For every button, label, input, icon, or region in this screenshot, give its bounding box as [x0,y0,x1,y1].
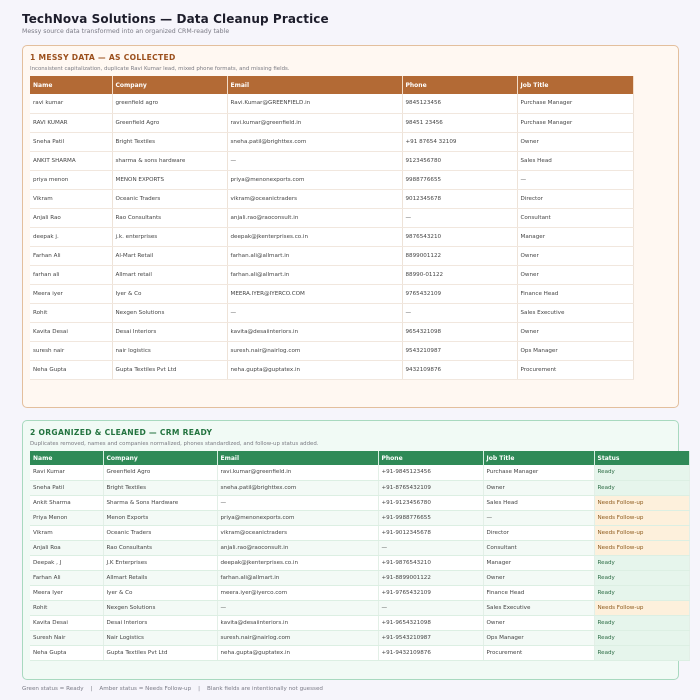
messy-cell-name: priya menon [30,170,112,189]
clean-cell-phone: +91-9012345678 [378,525,483,540]
messy-table-row [30,360,633,379]
status-badge: Ready [594,645,689,660]
messy-cell-job-title: Purchase Manager [517,94,633,113]
status-badge: Needs Follow-up [594,540,689,555]
clean-cell-company: Sharma & Sons Hardware [103,495,217,510]
clean-cell-company: Menon Exports [103,510,217,525]
clean-cell-email: sneha.patil@brighttex.com [217,480,378,495]
messy-cell-job-title: Owner [517,322,633,341]
clean-table-row [30,630,689,645]
messy-table-header-row [30,76,633,94]
clean-cell-company: Bright Textiles [103,480,217,495]
messy-panel-description: Inconsistent capitalization, duplicate Ravi Kumar lead, mixed phone formats, and missing fields. [30,66,290,72]
messy-cell-job-title: — [517,170,633,189]
clean-cell-name: Vikram [30,525,103,540]
messy-header-company: Company [112,76,227,94]
messy-cell-email: — [227,303,402,322]
clean-table-row [30,480,689,495]
clean-cell-company: J.K Enterprises [103,555,217,570]
clean-cell-company: Oceanic Traders [103,525,217,540]
status-badge: Ready [594,585,689,600]
messy-table-row [30,303,633,322]
messy-table-row [30,189,633,208]
messy-panel-title: 1 MESSY DATA — AS COLLECTED [30,53,176,62]
messy-table-row [30,208,633,227]
messy-cell-name: Anjali Rao [30,208,112,227]
messy-table-row [30,341,633,360]
clean-cell-name: Farhan Ali [30,570,103,585]
clean-table-row [30,510,689,525]
clean-cell-job-title: Purchase Manager [483,465,594,480]
messy-cell-name: Meera iyer [30,284,112,303]
messy-cell-company: Greenfield Agro [112,113,227,132]
status-badge: Needs Follow-up [594,510,689,525]
messy-cell-name: Neha Gupta [30,360,112,379]
messy-cell-phone: — [402,208,517,227]
messy-cell-email: kavita@desaiinteriors.in [227,322,402,341]
messy-cell-email: — [227,151,402,170]
status-badge: Needs Follow-up [594,525,689,540]
clean-table-row [30,600,689,615]
messy-cell-job-title: Director [517,189,633,208]
messy-table-row [30,284,633,303]
messy-cell-company: Allmart retail [112,265,227,284]
messy-cell-company: Iyer & Co [112,284,227,303]
messy-cell-job-title: Owner [517,265,633,284]
clean-cell-email: suresh.nair@nairlog.com [217,630,378,645]
clean-cell-name: Neha Gupta [30,645,103,660]
messy-cell-name: ravi kumar [30,94,112,113]
clean-cell-phone: +91-9765432109 [378,585,483,600]
messy-cell-email: suresh.nair@nairlog.com [227,341,402,360]
legend-separator: | [90,686,93,692]
clean-table-row [30,615,689,630]
messy-cell-job-title: Sales Executive [517,303,633,322]
clean-panel-title: 2 ORGANIZED & CLEANED — CRM READY [30,428,213,437]
clean-cell-phone: +91-9543210987 [378,630,483,645]
status-badge: Needs Follow-up [594,600,689,615]
messy-table-row [30,113,633,132]
messy-cell-company: Rao Consultants [112,208,227,227]
clean-cell-company: Desai Interiors [103,615,217,630]
clean-cell-email: anjali.rao@raoconsult.in [217,540,378,555]
clean-header-company: Company [103,451,217,465]
status-badge: Ready [594,465,689,480]
messy-cell-email: priya@menonexports.com [227,170,402,189]
messy-cell-company: Desai Interiors [112,322,227,341]
clean-cell-job-title: Procurement [483,645,594,660]
clean-cell-name: Priya Menon [30,510,103,525]
messy-cell-phone: 9988776655 [402,170,517,189]
clean-cell-phone: +91-9876543210 [378,555,483,570]
clean-cell-name: Anjali Roa [30,540,103,555]
messy-header-phone: Phone [402,76,517,94]
clean-cell-company: Iyer & Co [103,585,217,600]
clean-cell-phone: +91-9123456780 [378,495,483,510]
clean-cell-company: Gupta Textiles Pvt Ltd [103,645,217,660]
legend-footer [22,686,323,692]
messy-cell-email: farhan.ali@allmart.in [227,265,402,284]
messy-cell-name: Vikram [30,189,112,208]
clean-table-header-row [30,451,689,465]
messy-cell-email: anjali.rao@raoconsult.in [227,208,402,227]
clean-header-phone: Phone [378,451,483,465]
messy-cell-phone: 9845123456 [402,94,517,113]
clean-cell-job-title: Sales Head [483,495,594,510]
messy-cell-phone: 9123456780 [402,151,517,170]
messy-table-row [30,151,633,170]
messy-cell-company: MENON EXPORTS [112,170,227,189]
messy-cell-email: Ravi.Kumar@GREENFIELD.in [227,94,402,113]
clean-cell-email: meera.iyer@iyerco.com [217,585,378,600]
messy-cell-phone: 9654321098 [402,322,517,341]
messy-cell-job-title: Procurement [517,360,633,379]
messy-cell-job-title: Owner [517,132,633,151]
clean-cell-phone: +91-9845123456 [378,465,483,480]
status-badge: Needs Follow-up [594,495,689,510]
clean-cell-name: Sneha Patil [30,480,103,495]
messy-table-row [30,227,633,246]
clean-table-row [30,570,689,585]
messy-cell-name: Sneha Patil [30,132,112,151]
messy-cell-job-title: Owner [517,246,633,265]
messy-cell-email: deepak@jkenterprises.co.in [227,227,402,246]
page-subtitle: Messy source data transformed into an organized CRM-ready table [22,28,230,35]
clean-cell-name: Ankit Sharma [30,495,103,510]
messy-cell-job-title: Consultant [517,208,633,227]
messy-cell-company: Gupta Textiles Pvt Ltd [112,360,227,379]
clean-table-row [30,465,689,480]
messy-cell-phone: 9765432109 [402,284,517,303]
messy-cell-email: sneha.patil@brighttex.com [227,132,402,151]
clean-panel-description: Duplicates removed, names and companies normalized, phones standardized, and follow-up status added. [30,441,319,447]
clean-cell-email: neha.gupta@guptatex.in [217,645,378,660]
clean-table-row [30,525,689,540]
clean-cell-email: — [217,495,378,510]
clean-cell-job-title: Owner [483,480,594,495]
clean-cell-company: Greenfield Agro [103,465,217,480]
clean-cell-job-title: Finance Head [483,585,594,600]
messy-header-name: Name [30,76,112,94]
clean-cell-phone: +91-9988776655 [378,510,483,525]
clean-cell-job-title: Consultant [483,540,594,555]
messy-table-row [30,132,633,151]
messy-cell-email: MEERA.IYER@IYERCO.COM [227,284,402,303]
messy-cell-job-title: Ops Manager [517,341,633,360]
clean-data-panel [22,420,679,680]
messy-cell-phone: 9543210987 [402,341,517,360]
messy-cell-phone: 9432109876 [402,360,517,379]
clean-cell-job-title: Director [483,525,594,540]
clean-table-row [30,495,689,510]
clean-cell-email: — [217,600,378,615]
messy-data-table [30,76,634,380]
messy-cell-company: sharma & sons hardware [112,151,227,170]
messy-cell-company: j.k. enterprises [112,227,227,246]
clean-cell-name: Ravi Kumar [30,465,103,480]
clean-cell-email: vikram@oceanictraders [217,525,378,540]
clean-cell-email: deepak@jkenterprises.co.in [217,555,378,570]
messy-cell-phone: 9012345678 [402,189,517,208]
messy-cell-company: Al-Mart Retail [112,246,227,265]
messy-cell-company: Nexgen Solutions [112,303,227,322]
messy-cell-job-title: Manager [517,227,633,246]
messy-cell-job-title: Finance Head [517,284,633,303]
clean-cell-job-title: Owner [483,615,594,630]
messy-cell-job-title: Purchase Manager [517,113,633,132]
clean-cell-email: priya@menonexports.com [217,510,378,525]
clean-cell-email: farhan.ali@allmart.in [217,570,378,585]
clean-table-row [30,555,689,570]
clean-cell-job-title: Ops Manager [483,630,594,645]
status-badge: Ready [594,555,689,570]
messy-table-row [30,94,633,113]
clean-cell-job-title: Manager [483,555,594,570]
messy-table-row [30,322,633,341]
messy-cell-phone: 8899001122 [402,246,517,265]
clean-cell-name: Deepak , J [30,555,103,570]
clean-data-table [30,451,690,661]
status-badge: Ready [594,570,689,585]
clean-cell-phone: +91-9654321098 [378,615,483,630]
clean-table-row [30,540,689,555]
messy-cell-company: Bright Textiles [112,132,227,151]
messy-data-panel [22,45,679,408]
messy-cell-email: farhan.ali@allmart.in [227,246,402,265]
status-badge: Ready [594,480,689,495]
clean-cell-job-title: Owner [483,570,594,585]
clean-cell-company: Allmart Retails [103,570,217,585]
clean-header-name: Name [30,451,103,465]
messy-cell-phone: 98451 23456 [402,113,517,132]
messy-cell-name: suresh nair [30,341,112,360]
messy-cell-job-title: Sales Head [517,151,633,170]
clean-cell-company: Nexgen Solutions [103,600,217,615]
legend-blank-fields: Blank fields are intentionally not guessed [207,686,323,692]
clean-header-job-title: Job Title [483,451,594,465]
messy-cell-name: Rohit [30,303,112,322]
messy-cell-phone: — [402,303,517,322]
status-badge: Ready [594,615,689,630]
clean-cell-name: Rohit [30,600,103,615]
clean-cell-phone: +91-9432109876 [378,645,483,660]
clean-cell-phone: — [378,600,483,615]
status-badge: Ready [594,630,689,645]
clean-cell-email: kavita@desaiinteriors.in [217,615,378,630]
clean-cell-job-title: Sales Executive [483,600,594,615]
messy-cell-company: Oceanic Traders [112,189,227,208]
messy-header-email: Email [227,76,402,94]
messy-cell-name: deepak j. [30,227,112,246]
clean-cell-phone: +91-8899001122 [378,570,483,585]
messy-cell-name: Farhan Ali [30,246,112,265]
clean-table-row [30,645,689,660]
messy-cell-email: ravi.kumar@greenfield.in [227,113,402,132]
messy-cell-email: neha.gupta@guptatex.in [227,360,402,379]
clean-cell-name: Meera Iyer [30,585,103,600]
messy-cell-name: farhan ali [30,265,112,284]
messy-cell-phone: 9876543210 [402,227,517,246]
messy-table-row [30,246,633,265]
clean-cell-name: Kavita Desai [30,615,103,630]
messy-cell-company: nair logistics [112,341,227,360]
clean-cell-company: Rao Consultants [103,540,217,555]
clean-cell-job-title: — [483,510,594,525]
clean-cell-phone: — [378,540,483,555]
legend-follow-up: Amber status = Needs Follow-up [99,686,192,692]
page-title: TechNova Solutions — Data Cleanup Practice [22,12,329,26]
messy-cell-email: vikram@oceanictraders [227,189,402,208]
clean-cell-name: Suresh Nair [30,630,103,645]
legend-separator: | [198,686,201,692]
messy-header-job-title: Job Title [517,76,633,94]
clean-cell-company: Nair Logistics [103,630,217,645]
clean-header-email: Email [217,451,378,465]
legend-ready: Green status = Ready [22,686,84,692]
clean-table-row [30,585,689,600]
messy-cell-phone: +91 87654 32109 [402,132,517,151]
messy-cell-company: greenfield agro [112,94,227,113]
messy-table-row [30,265,633,284]
messy-table-row [30,170,633,189]
messy-cell-name: RAVI KUMAR [30,113,112,132]
clean-cell-phone: +91-8765432109 [378,480,483,495]
clean-cell-email: ravi.kumar@greenfield.in [217,465,378,480]
messy-cell-name: Kavita Desai [30,322,112,341]
messy-cell-phone: 88990-01122 [402,265,517,284]
clean-header-status: Status [594,451,689,465]
messy-cell-name: ANKIT SHARMA [30,151,112,170]
